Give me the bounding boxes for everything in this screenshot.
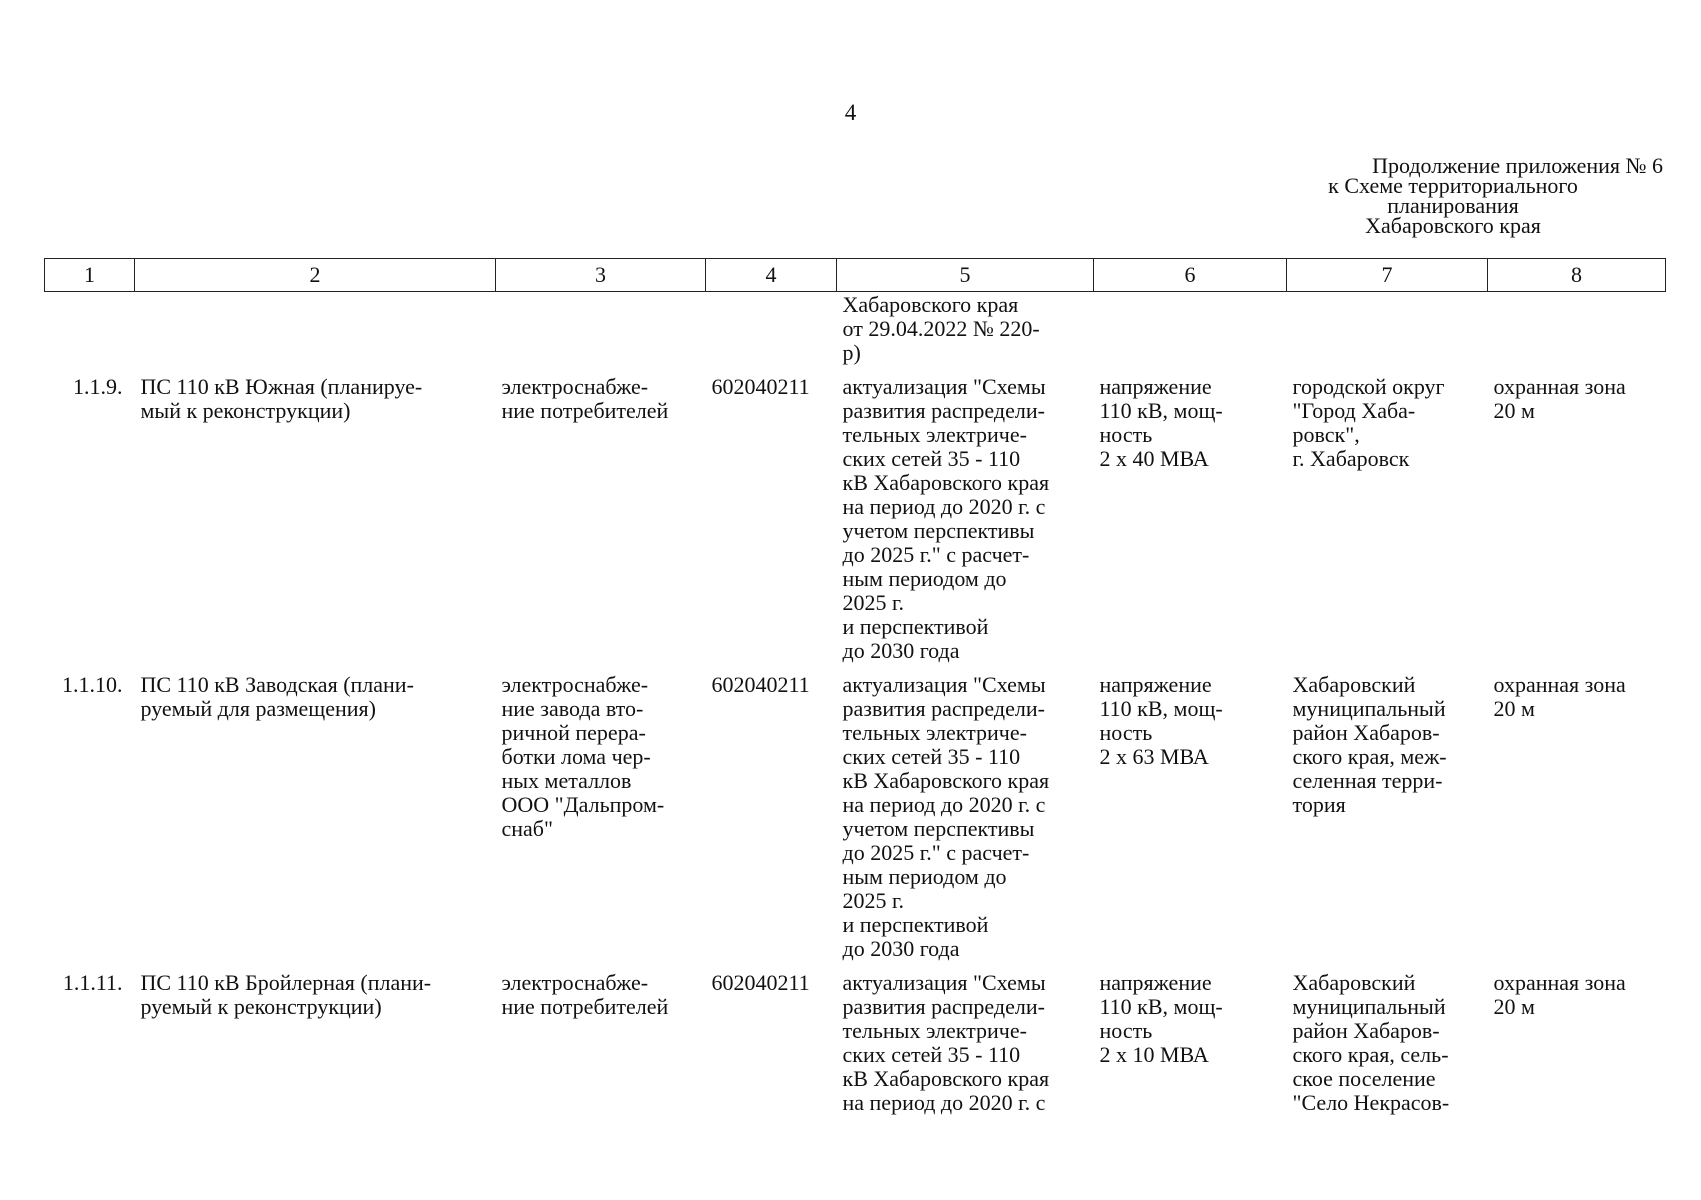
annex-line-2: к Схеме территориального (1328, 173, 1578, 198)
cell-empty (1287, 292, 1488, 371)
cell-zone: охранная зона 20 м (1493, 672, 1626, 721)
column-header-7: 7 (1287, 259, 1488, 292)
cell-characteristics: напряжение 110 кВ, мощ- ность 2 х 63 МВА (1099, 672, 1223, 769)
header-row (45, 259, 1666, 292)
column-header-8: 8 (1488, 259, 1666, 292)
cell-object-name: ПС 110 кВ Бройлерная (плани- руемый к реконструкции) (140, 970, 432, 1019)
cell-empty (1488, 292, 1666, 371)
annex-line-4: Хабаровского края (1365, 213, 1541, 238)
cell-characteristics: напряжение 110 кВ, мощ- ность 2 х 10 МВА (1099, 970, 1223, 1067)
cell-purpose: электроснабже- ние потребителей (501, 374, 669, 423)
cell-number: 1.1.11. (62, 970, 123, 995)
cell-location: Хабаровский муниципальный район Хабаров- ского края, меж- селенная терри- тория (1292, 672, 1447, 817)
annex-line-3: планирования (1387, 193, 1519, 218)
table-row (45, 668, 1666, 966)
cell-basis: актуализация "Схемы развития распредели- тельных электриче- ских сетей 35 - 110 кВ Хабаровского края на период до 2020 г. с (842, 970, 1050, 1115)
cell-code: 602040211 (711, 672, 810, 697)
cell-purpose: электроснабже- ние потребителей (501, 970, 669, 1019)
cell-characteristics: напряжение 110 кВ, мощ- ность 2 х 40 МВА (1099, 374, 1223, 471)
table-row (45, 966, 1666, 1120)
cell-number: 1.1.9. (73, 374, 123, 399)
cell-empty (135, 292, 496, 371)
column-header-4: 4 (706, 259, 837, 292)
cell-number: 1.1.10. (62, 672, 123, 697)
cell-empty (706, 292, 837, 371)
cell-zone: охранная зона 20 м (1493, 374, 1626, 423)
cell-location: Хабаровский муниципальный район Хабаров- ского края, сель- ское поселение "Село Некрасов- (1292, 970, 1450, 1115)
annex-line-1: Продолжение приложения № 6 (1372, 153, 1663, 178)
cell-empty (1094, 292, 1287, 371)
column-header-2: 2 (135, 259, 496, 292)
cell-empty (45, 292, 135, 371)
cell-location: городской округ "Город Хаба- ровск", г. Хабаровск (1292, 374, 1445, 471)
objects-table (44, 258, 1666, 1120)
annex-header (1243, 153, 1663, 238)
cell-object-name: ПС 110 кВ Южная (планируе- мый к реконструкции) (140, 374, 423, 423)
cell-basis-continued: Хабаровского края от 29.04.2022 № 220- р) (842, 292, 1040, 365)
cell-purpose: электроснабже- ние завода вто- ричной перера- ботки лома чер- ных металлов ООО "Дальпром- снаб" (501, 672, 665, 841)
cell-code: 602040211 (711, 374, 810, 399)
column-header-5: 5 (837, 259, 1094, 292)
cell-code: 602040211 (711, 970, 810, 995)
table-row (45, 370, 1666, 668)
column-header-1: 1 (45, 259, 135, 292)
cell-empty (496, 292, 706, 371)
cell-basis: актуализация "Схемы развития распредели- тельных электриче- ских сетей 35 - 110 кВ Хабаровского края на период до 2020 г. с учетом перспективы до 2025 г." с расчет- ным периодом до 2025 г. и перспективой до 2030 года (842, 374, 1050, 663)
cell-zone: охранная зона 20 м (1493, 970, 1626, 1019)
column-header-6: 6 (1094, 259, 1287, 292)
column-header-3: 3 (496, 259, 706, 292)
cell-object-name: ПС 110 кВ Заводская (плани- руемый для размещения) (140, 672, 414, 721)
page-number: 4 (844, 100, 857, 125)
cell-basis: актуализация "Схемы развития распредели- тельных электриче- ских сетей 35 - 110 кВ Хабаровского края на период до 2020 г. с учетом перспективы до 2025 г." с расчет- ным периодом до 2025 г. и перспективой до 2030 года (842, 672, 1050, 961)
continuation-row (45, 292, 1666, 371)
